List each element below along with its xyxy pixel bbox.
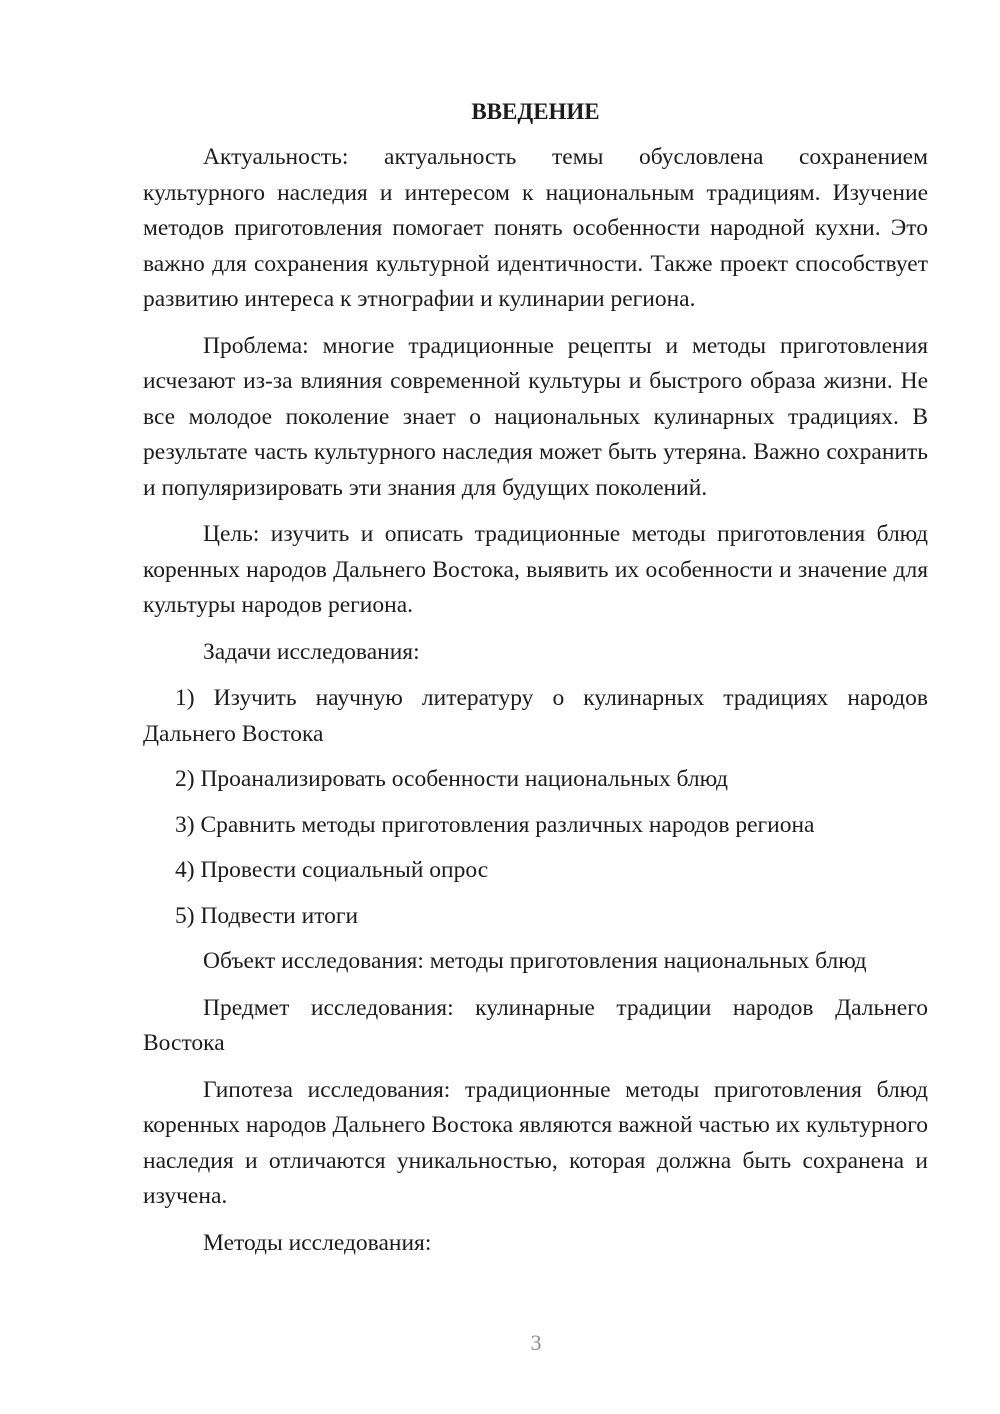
methods-heading: Методы исследования:: [203, 1229, 432, 1256]
task-item: 5) Подвести итоги: [175, 902, 359, 929]
task-item: 3) Сравнить методы приготовления различных народов региона: [175, 811, 815, 838]
problem-paragraph: Проблема: многие традиционные рецепты и методы приготовления исчезают из-за влияния современной культуры и быстрого образа жизни. Не все молодое поколение знает о национальных кулинарных традициях. В результате часть культурного наследия может быть утеряна. Важно сохранить и популяризировать эти знания для будущих поколений.: [143, 332, 928, 501]
task-item: 2) Проанализировать особенности национальных блюд: [175, 766, 728, 792]
page-content: [143, 94, 928, 1272]
subject-paragraph: Предмет исследования: кулинарные традиции народов Дальнего Востока: [143, 994, 928, 1056]
page-title: ВВЕДЕНИЕ: [471, 99, 600, 124]
task-item: 4) Провести социальный опрос: [175, 857, 489, 883]
hypothesis-paragraph: Гипотеза исследования: традиционные методы приготовления блюд коренных народов Дальнего Востока являются важной частью их культурного наследия и отличаются уникальностью, которая должна быть сохранена и изучена.: [143, 1076, 928, 1209]
tasks-heading: Задачи исследования:: [203, 638, 420, 665]
goal-paragraph: Цель: изучить и описать традиционные методы приготовления блюд коренных народов Дальнего Востока, выявить их особенности и значение для культуры народов региона.: [143, 521, 928, 618]
object-paragraph: Объект исследования: методы приготовления национальных блюд: [203, 948, 867, 974]
page-number: 3: [530, 1330, 542, 1355]
task-item: 1) Изучить научную литературу о кулинарных традициях народов Дальнего Востока: [143, 685, 928, 747]
relevance-paragraph: Актуальность: актуальность темы обусловлена сохранением культурного наследия и интересом к национальным традициям. Изучение методов приготовления помогает понять особенности народной кухни. Это важно для сохранения культурной идентичности. Также проект способствует развитию интереса к этнографии и кулинарии региона.: [143, 144, 928, 312]
